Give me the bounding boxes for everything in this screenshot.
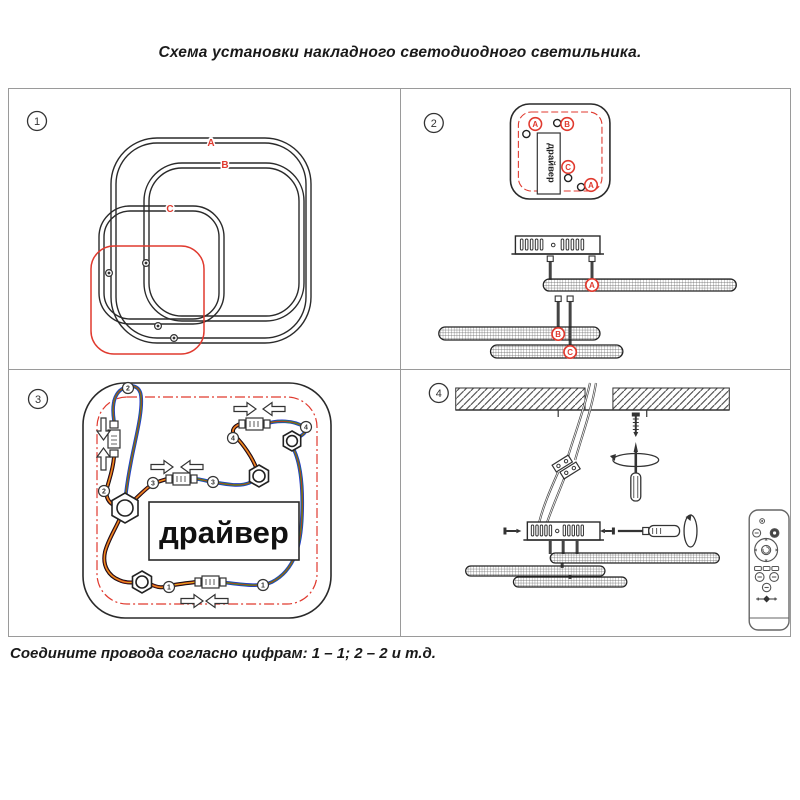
driver-label: драйвер [159, 515, 289, 550]
led-bar-b [439, 327, 600, 340]
panel-number: 2 [430, 117, 437, 131]
remote-scene-buttons[interactable] [755, 567, 779, 571]
panel-assembly-order [401, 89, 790, 370]
driver-box-side-view [523, 522, 604, 540]
wire-number: 3 [151, 480, 155, 488]
ring-a-label: A [207, 138, 215, 149]
instruction-caption: Соедините провода согласно цифрам: 1 – 1; 2 – 2 и т.д. [10, 645, 436, 662]
wire-number: 1 [261, 582, 265, 590]
driver-box-side-view [511, 236, 604, 254]
panel-number: 4 [435, 387, 442, 401]
ring-c-label: C [166, 204, 174, 215]
side-marker-a: A [589, 280, 595, 291]
wire-number: 4 [304, 424, 308, 432]
mounting-plate-top-view [510, 104, 609, 199]
screw-left-icon [503, 528, 521, 535]
wire-number: 4 [231, 435, 235, 443]
ring-b-label: B [221, 160, 229, 171]
diagram-grid [8, 88, 791, 637]
marker-a1: A [532, 119, 539, 130]
screw-right-icon [600, 528, 615, 535]
screwdriver-vertical-icon [610, 442, 659, 501]
wire-number: 2 [102, 488, 106, 496]
screwdriver-horizontal-icon [618, 514, 697, 547]
wire-number: 3 [211, 479, 215, 487]
panel-number-badge [28, 112, 47, 131]
led-bar-c [491, 345, 623, 358]
marker-c: C [565, 162, 572, 173]
remote-control [749, 510, 789, 630]
panel-number: 1 [33, 116, 41, 128]
side-marker-c: C [567, 347, 574, 358]
panel-wiring-diagram [9, 370, 401, 636]
connector-4 [239, 418, 270, 430]
led-bar-a [543, 279, 736, 291]
standoff-posts-1 [547, 256, 595, 280]
wire-number-badges [99, 383, 312, 593]
connector-1 [195, 576, 226, 588]
wire-number: 1 [167, 584, 171, 592]
side-marker-b: B [555, 329, 562, 340]
driver-box [149, 502, 299, 560]
panel-number-badge [429, 384, 448, 403]
marker-b: B [564, 119, 571, 130]
remote-night-button[interactable] [770, 529, 779, 538]
wire-number: 2 [126, 385, 130, 393]
panel-number-badge [29, 390, 48, 409]
marker-a2: A [588, 180, 594, 191]
screw-dowel-icon [632, 413, 639, 437]
led-bars-side-view [466, 553, 720, 587]
driver-label-plate: драйвер [545, 143, 557, 183]
panel-ceiling-installation [401, 370, 790, 636]
connector-3 [166, 473, 197, 485]
panel-rings-front-view [9, 89, 401, 370]
panel-number: 3 [34, 394, 42, 406]
panel-number-badge [424, 114, 443, 133]
page-title: Схема установки накладного светодиодного светильника. [158, 44, 642, 61]
connector-2 [108, 421, 120, 457]
ring-c-icon [99, 206, 224, 324]
